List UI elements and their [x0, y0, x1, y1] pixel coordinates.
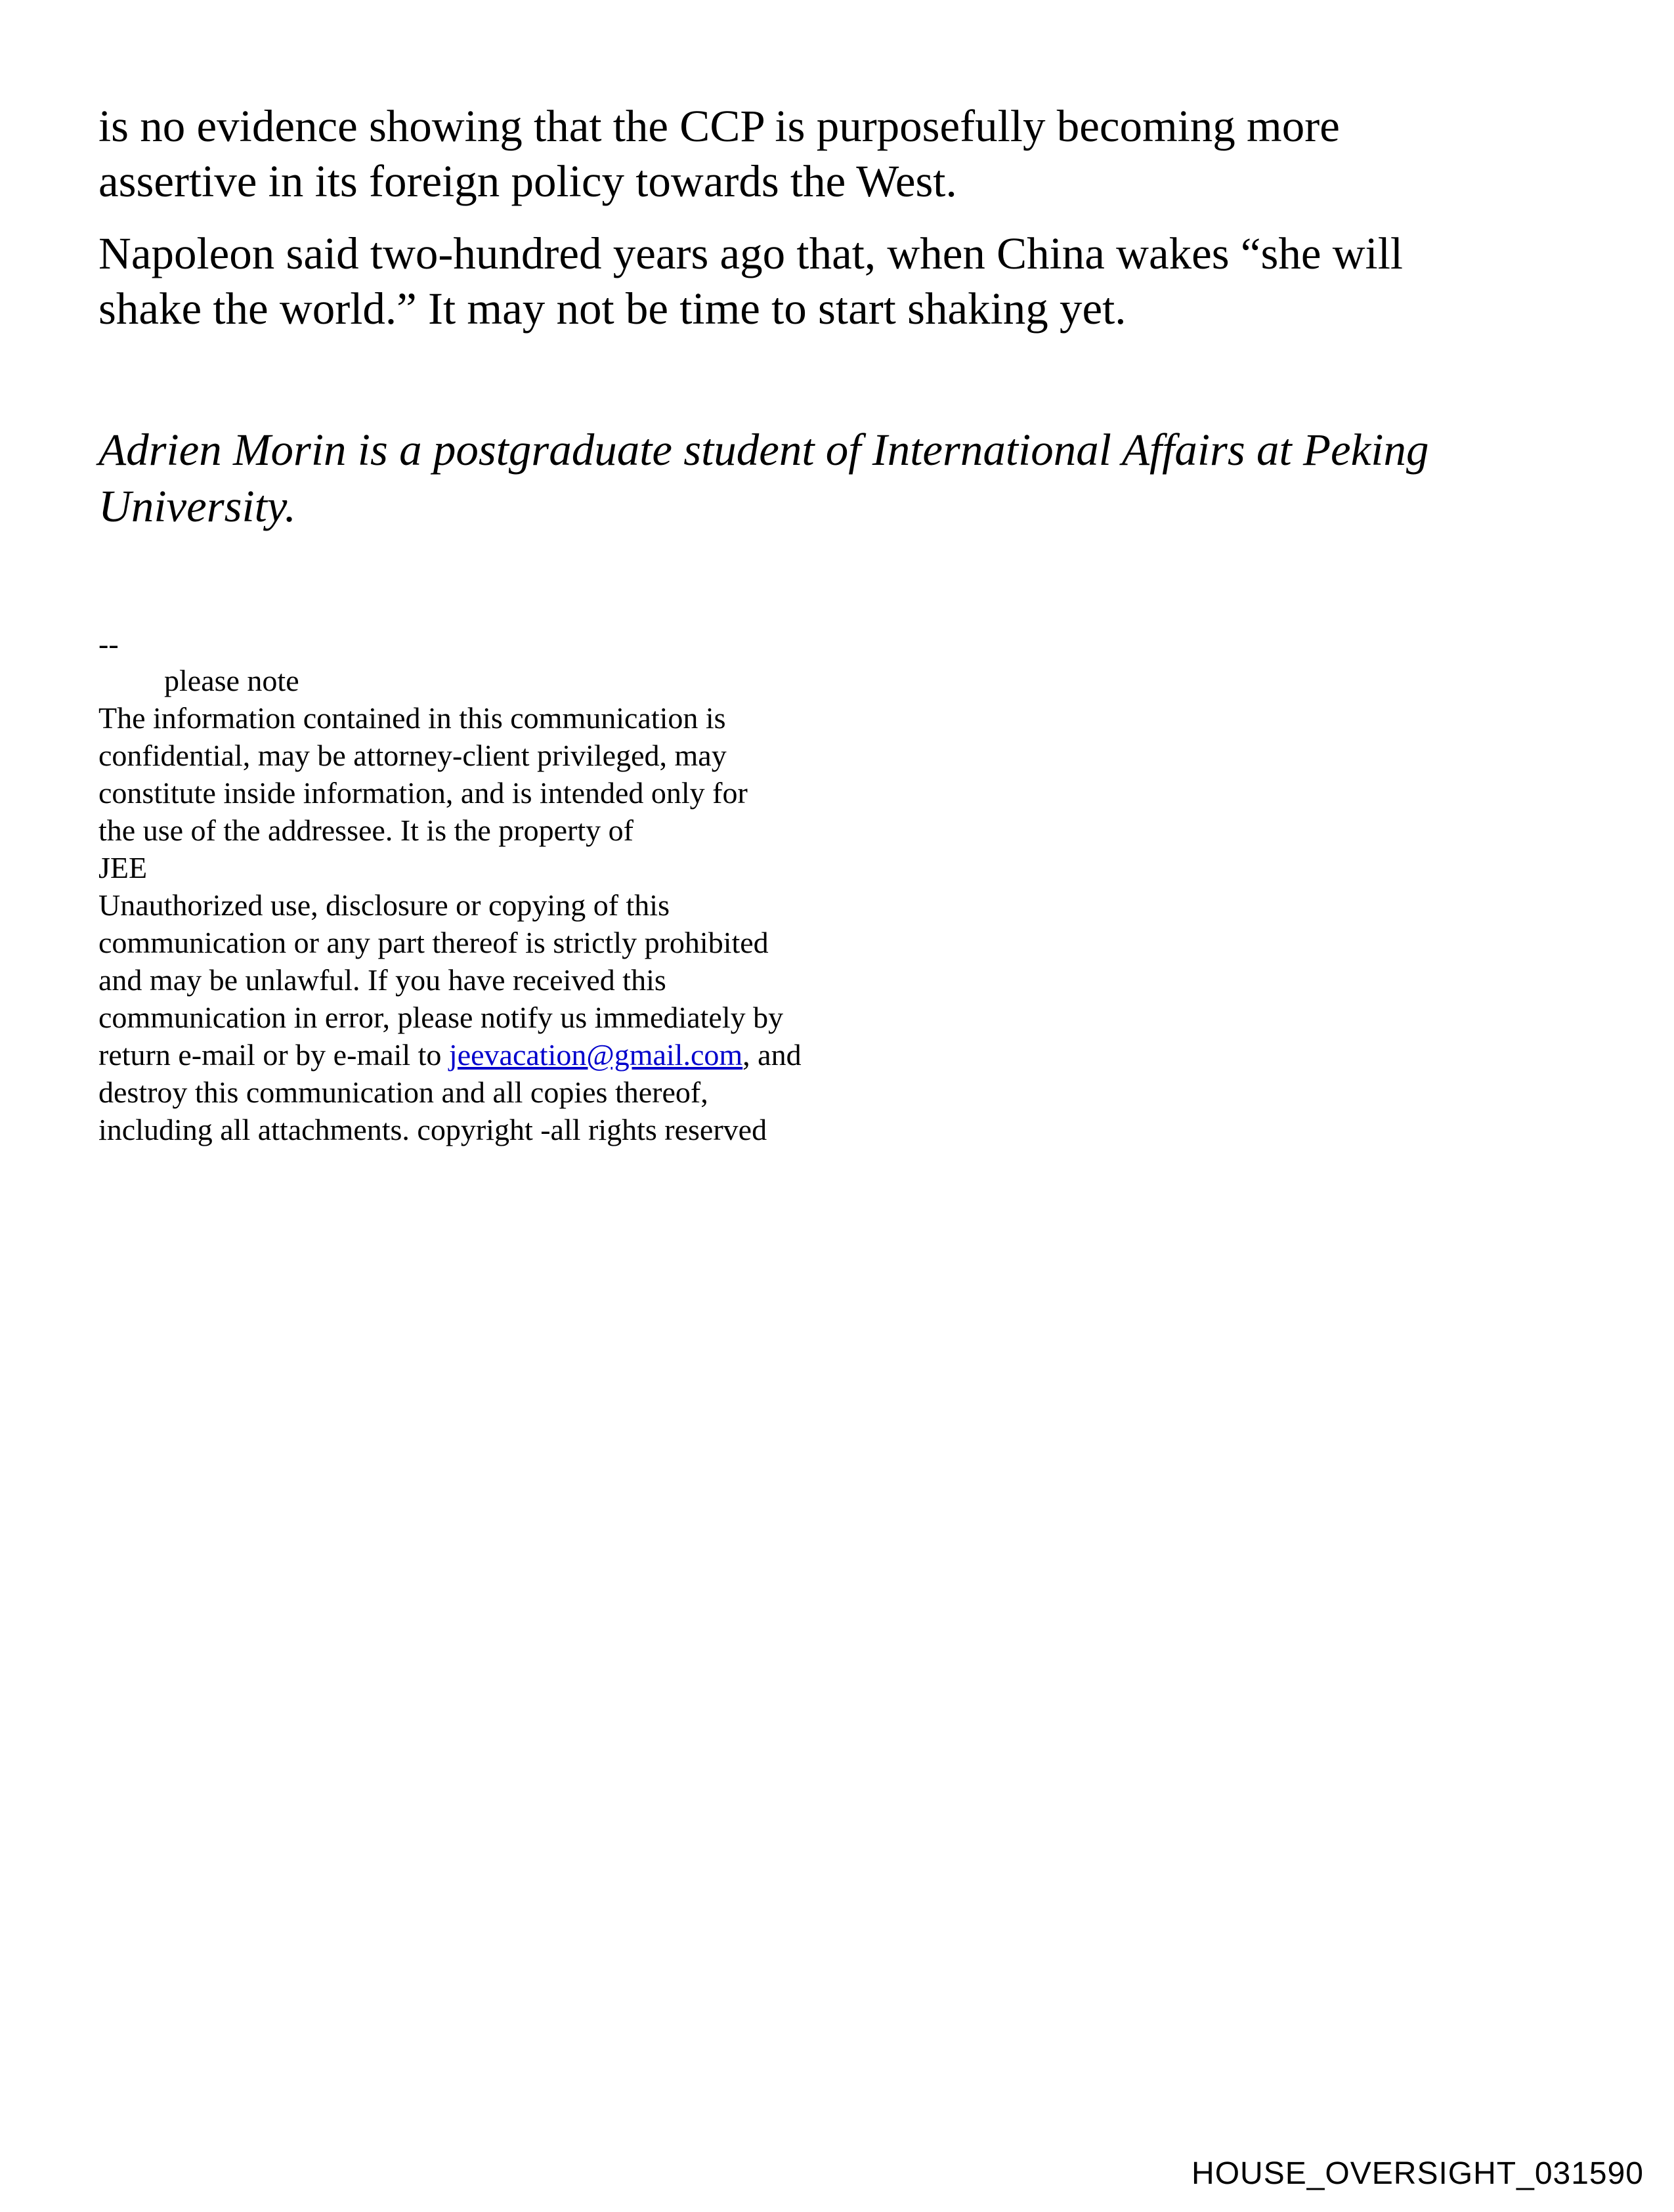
- article-paragraph: [98, 226, 1608, 336]
- bates-stamp: HOUSE_OVERSIGHT_031590: [1191, 2156, 1644, 2191]
- signature-note: please note: [164, 664, 299, 697]
- disclaimer-line: the use of the addressee. It is the property of: [98, 813, 633, 847]
- disclaimer-line: JEE: [98, 851, 148, 884]
- text-line: Napoleon said two-hundred years ago that, when China wakes “she will: [98, 228, 1404, 278]
- email-suffix-text: , and: [742, 1038, 802, 1072]
- disclaimer-line: and may be unlawful. If you have received this: [98, 963, 666, 997]
- disclaimer-line: communication in error, please notify us immediately by: [98, 1001, 784, 1034]
- email-link[interactable]: jeevacation@gmail.com: [448, 1038, 743, 1072]
- text-line: is no evidence showing that the CCP is purposefully becoming more: [98, 101, 1340, 151]
- confidentiality-disclaimer: [98, 699, 802, 1148]
- disclaimer-line: constitute inside information, and is intended only for: [98, 776, 748, 810]
- text-line: assertive in its foreign policy towards the West.: [98, 156, 957, 206]
- text-line: University.: [98, 481, 296, 531]
- disclaimer-line: confidential, may be attorney-client privileged, may: [98, 739, 727, 772]
- text-line: Adrien Morin is a postgraduate student of International Affairs at Peking: [98, 425, 1429, 475]
- article-paragraph: [98, 98, 1608, 209]
- author-bio: [98, 422, 1608, 534]
- disclaimer-line: The information contained in this communication is: [98, 701, 726, 735]
- disclaimer-email-line: [98, 1036, 802, 1073]
- disclaimer-line: including all attachments. copyright -all rights reserved: [98, 1113, 767, 1146]
- signature-separator: --: [98, 627, 119, 661]
- text-line: shake the world.” It may not be time to start shaking yet.: [98, 284, 1127, 334]
- email-prefix-text: return e-mail or by e-mail to: [98, 1038, 449, 1072]
- disclaimer-line: communication or any part thereof is strictly prohibited: [98, 926, 769, 959]
- disclaimer-line: destroy this communication and all copies thereof,: [98, 1075, 708, 1109]
- disclaimer-line: Unauthorized use, disclosure or copying of this: [98, 888, 670, 922]
